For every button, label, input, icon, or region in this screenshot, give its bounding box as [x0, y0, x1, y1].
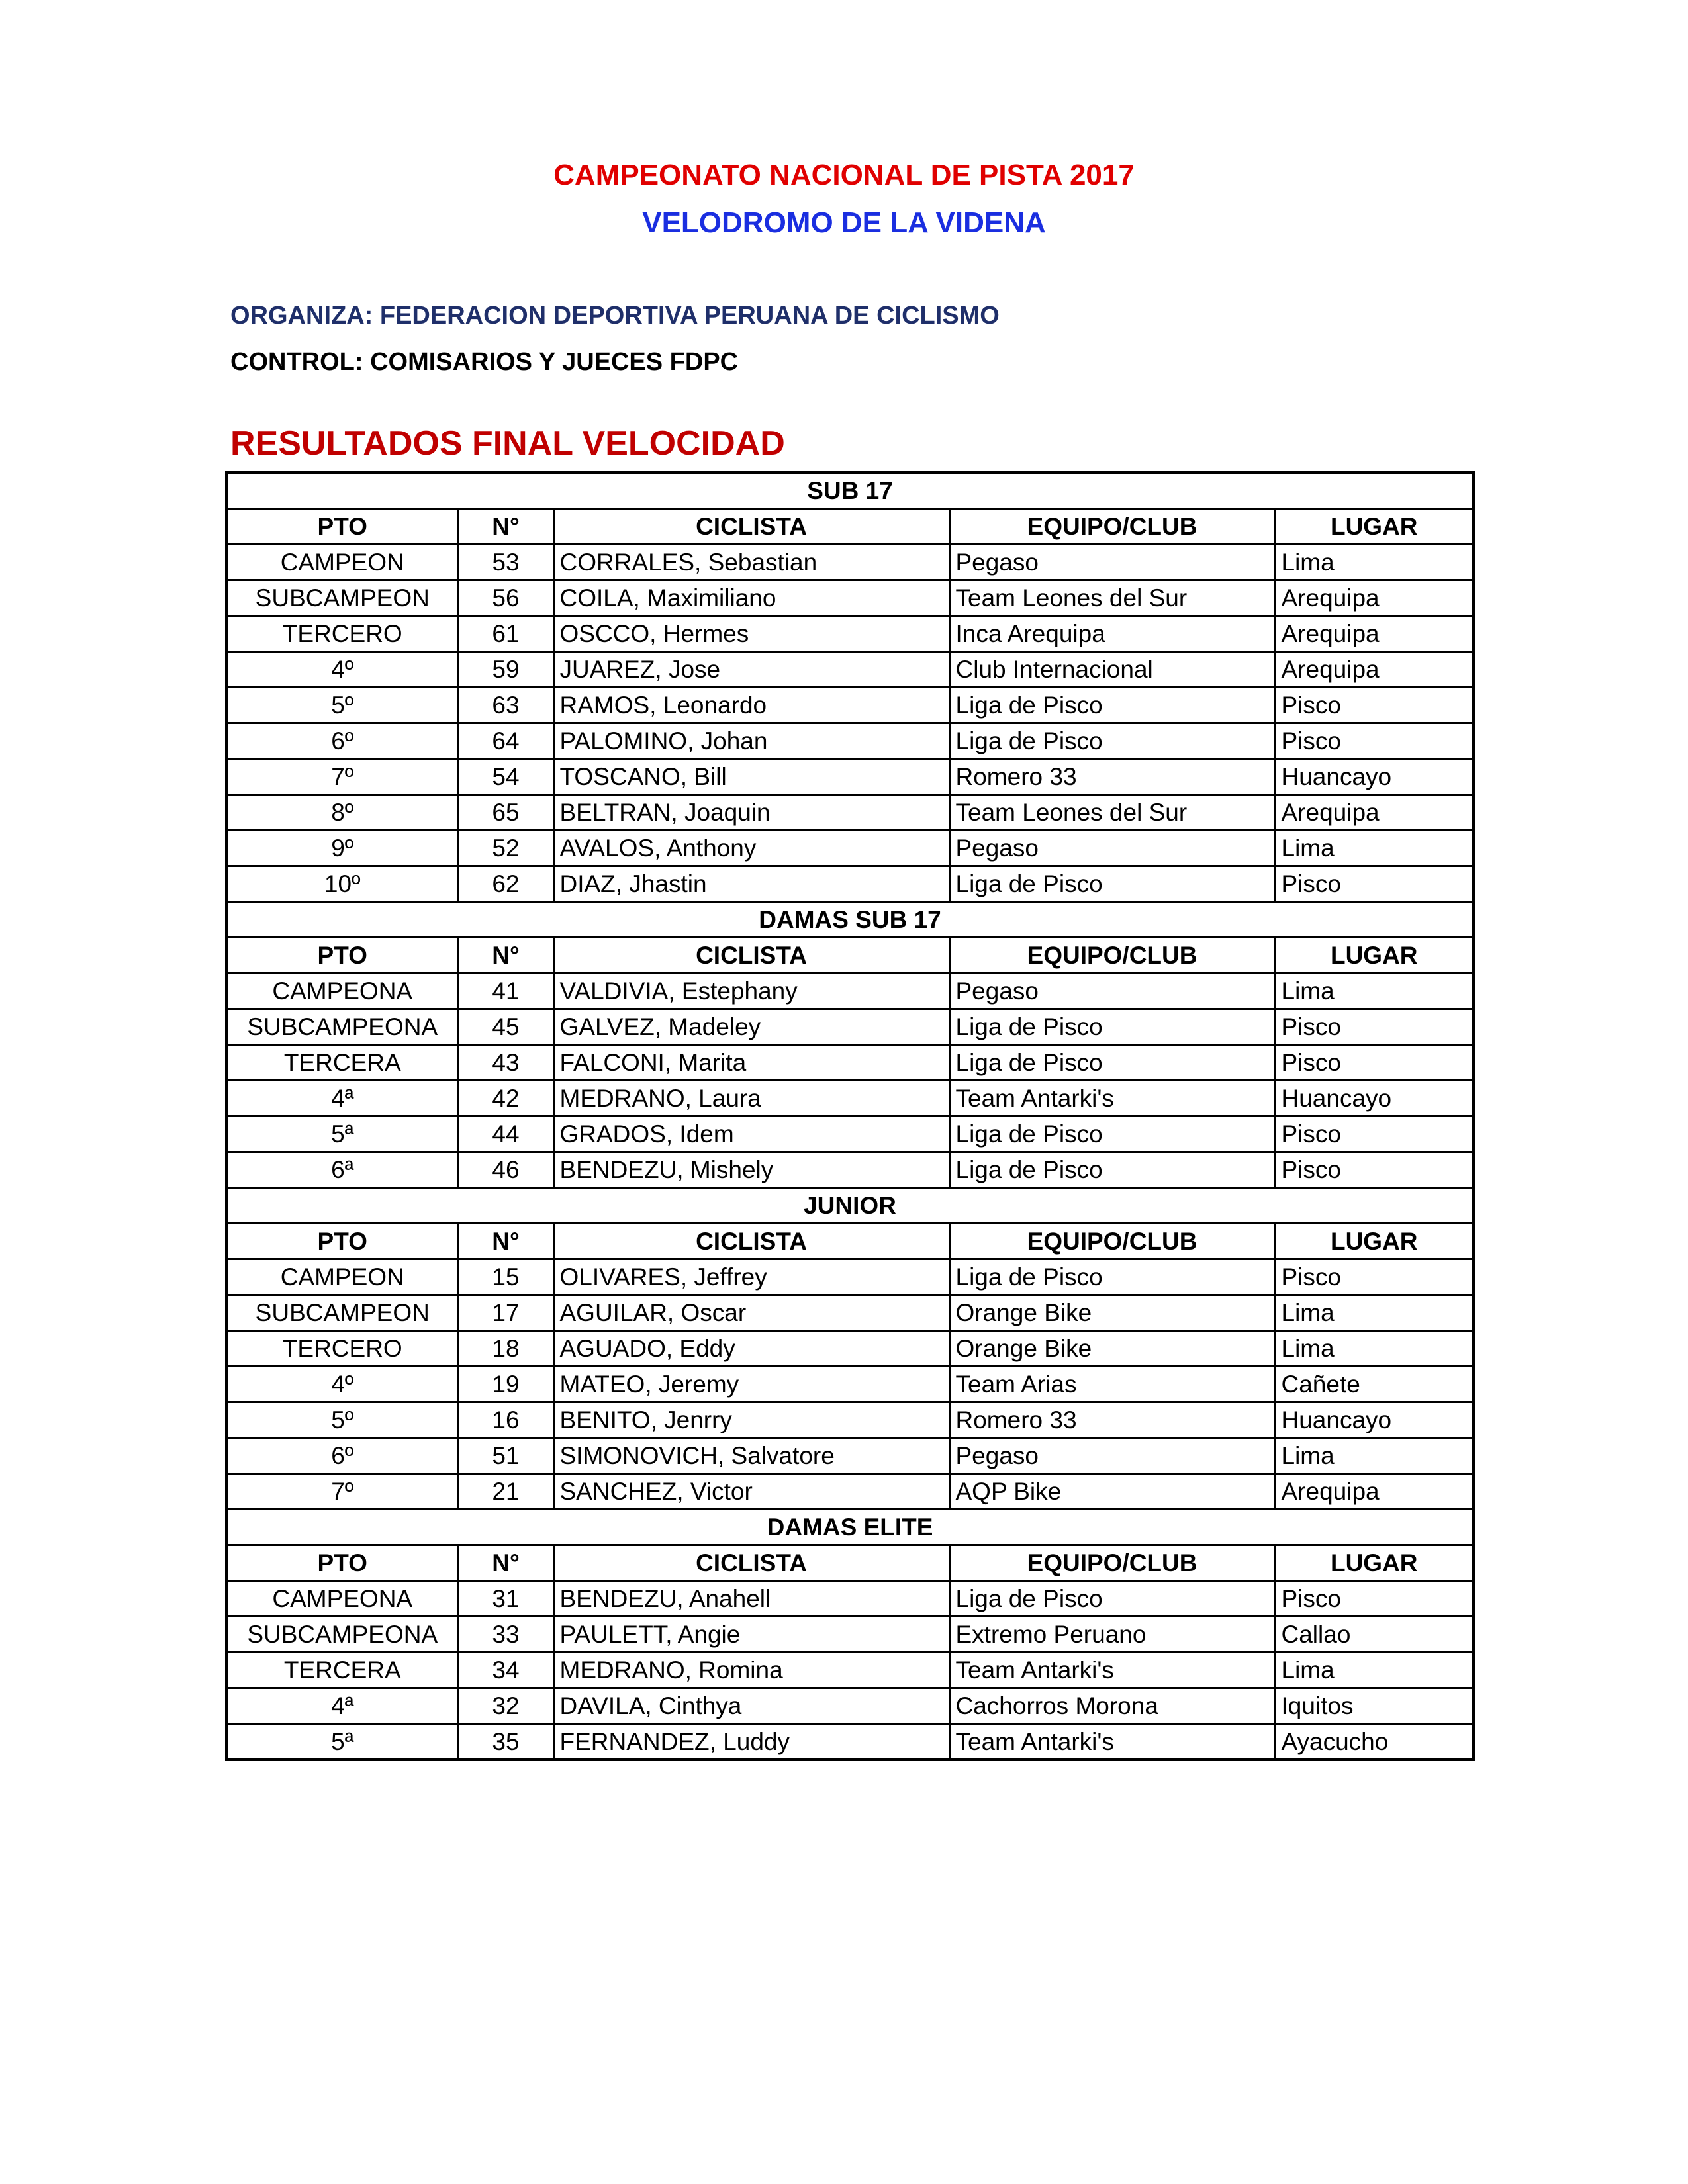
table-row [226, 1653, 1474, 1688]
table-row [226, 1081, 1474, 1116]
pto-cell: 6º [226, 723, 458, 759]
team-cell: Team Antarki's [949, 1724, 1275, 1760]
team-cell: Liga de Pisco [949, 1116, 1275, 1152]
column-header-row [226, 509, 1474, 545]
cyclist-cell: OSCCO, Hermes [553, 616, 949, 652]
table-row [226, 1367, 1474, 1402]
cyclist-cell: DAVILA, Cinthya [553, 1688, 949, 1724]
column-header: PTO [226, 1545, 458, 1581]
cyclist-cell: BELTRAN, Joaquin [553, 795, 949, 831]
number-cell: 41 [458, 974, 553, 1009]
table-row [226, 1331, 1474, 1367]
column-header: N° [458, 1545, 553, 1581]
column-header-row [226, 1224, 1474, 1259]
team-cell: Orange Bike [949, 1295, 1275, 1331]
place-cell: Callao [1275, 1617, 1474, 1653]
table-row [226, 795, 1474, 831]
place-cell: Pisco [1275, 1581, 1474, 1617]
section-header-row [226, 1188, 1474, 1224]
cyclist-cell: BENDEZU, Mishely [553, 1152, 949, 1188]
cyclist-cell: BENITO, Jenrry [553, 1402, 949, 1438]
team-cell: Inca Arequipa [949, 616, 1275, 652]
cyclist-cell: JUAREZ, Jose [553, 652, 949, 688]
number-cell: 16 [458, 1402, 553, 1438]
section-header-row [226, 473, 1474, 509]
results-table-body [226, 473, 1474, 1760]
pto-cell: SUBCAMPEON [226, 580, 458, 616]
pto-cell: SUBCAMPEON [226, 1295, 458, 1331]
cyclist-cell: BENDEZU, Anahell [553, 1581, 949, 1617]
number-cell: 45 [458, 1009, 553, 1045]
place-cell: Pisco [1275, 688, 1474, 723]
number-cell: 34 [458, 1653, 553, 1688]
column-header: PTO [226, 938, 458, 974]
number-cell: 17 [458, 1295, 553, 1331]
pto-cell: 5ª [226, 1116, 458, 1152]
table-row [226, 1438, 1474, 1474]
number-cell: 63 [458, 688, 553, 723]
pto-cell: 5º [226, 688, 458, 723]
team-cell: Pegaso [949, 974, 1275, 1009]
cyclist-cell: AGUADO, Eddy [553, 1331, 949, 1367]
number-cell: 64 [458, 723, 553, 759]
team-cell: Team Leones del Sur [949, 795, 1275, 831]
place-cell: Pisco [1275, 1116, 1474, 1152]
place-cell: Ayacucho [1275, 1724, 1474, 1760]
place-cell: Lima [1275, 1331, 1474, 1367]
place-cell: Arequipa [1275, 652, 1474, 688]
pto-cell: 4ª [226, 1688, 458, 1724]
team-cell: Extremo Peruano [949, 1617, 1275, 1653]
cyclist-cell: CORRALES, Sebastian [553, 545, 949, 580]
pto-cell: SUBCAMPEONA [226, 1617, 458, 1653]
column-header: N° [458, 1224, 553, 1259]
number-cell: 52 [458, 831, 553, 866]
pto-cell: 9º [226, 831, 458, 866]
column-header: EQUIPO/CLUB [949, 1545, 1275, 1581]
pto-cell: 4º [226, 652, 458, 688]
number-cell: 62 [458, 866, 553, 902]
place-cell: Lima [1275, 974, 1474, 1009]
section-title: DAMAS SUB 17 [226, 902, 1474, 938]
column-header: CICLISTA [553, 509, 949, 545]
place-cell: Pisco [1275, 1009, 1474, 1045]
place-cell: Lima [1275, 831, 1474, 866]
pto-cell: TERCERA [226, 1045, 458, 1081]
number-cell: 44 [458, 1116, 553, 1152]
team-cell: Pegaso [949, 545, 1275, 580]
place-cell: Iquitos [1275, 1688, 1474, 1724]
team-cell: Liga de Pisco [949, 1009, 1275, 1045]
pto-cell: 6ª [226, 1152, 458, 1188]
place-cell: Lima [1275, 1438, 1474, 1474]
cyclist-cell: TOSCANO, Bill [553, 759, 949, 795]
section-title: JUNIOR [226, 1188, 1474, 1224]
number-cell: 54 [458, 759, 553, 795]
cyclist-cell: AVALOS, Anthony [553, 831, 949, 866]
team-cell: Team Antarki's [949, 1653, 1275, 1688]
team-cell: Orange Bike [949, 1331, 1275, 1367]
team-cell: Pegaso [949, 831, 1275, 866]
pto-cell: 6º [226, 1438, 458, 1474]
column-header: PTO [226, 509, 458, 545]
number-cell: 53 [458, 545, 553, 580]
team-cell: Team Arias [949, 1367, 1275, 1402]
column-header: EQUIPO/CLUB [949, 509, 1275, 545]
table-row [226, 1474, 1474, 1510]
section-header-row [226, 1510, 1474, 1545]
table-row [226, 1045, 1474, 1081]
column-header: CICLISTA [553, 1545, 949, 1581]
team-cell: Liga de Pisco [949, 1045, 1275, 1081]
table-row [226, 1581, 1474, 1617]
team-cell: Romero 33 [949, 759, 1275, 795]
place-cell: Arequipa [1275, 616, 1474, 652]
team-cell: Romero 33 [949, 1402, 1275, 1438]
cyclist-cell: SANCHEZ, Victor [553, 1474, 949, 1510]
place-cell: Arequipa [1275, 580, 1474, 616]
number-cell: 18 [458, 1331, 553, 1367]
pto-cell: TERCERO [226, 616, 458, 652]
championship-title: CAMPEONATO NACIONAL DE PISTA 2017 [553, 159, 1135, 191]
cyclist-cell: VALDIVIA, Estephany [553, 974, 949, 1009]
cyclist-cell: GRADOS, Idem [553, 1116, 949, 1152]
pto-cell: TERCERA [226, 1653, 458, 1688]
organizer-line: ORGANIZA: FEDERACION DEPORTIVA PERUANA DE CICLISMO [230, 302, 1000, 330]
team-cell: Cachorros Morona [949, 1688, 1275, 1724]
table-row [226, 1152, 1474, 1188]
column-header: EQUIPO/CLUB [949, 1224, 1275, 1259]
table-row [226, 831, 1474, 866]
table-row [226, 974, 1474, 1009]
pto-cell: CAMPEONA [226, 974, 458, 1009]
column-header-row [226, 938, 1474, 974]
table-row [226, 652, 1474, 688]
table-row [226, 1116, 1474, 1152]
table-row [226, 1617, 1474, 1653]
number-cell: 59 [458, 652, 553, 688]
column-header: LUGAR [1275, 1224, 1474, 1259]
place-cell: Huancayo [1275, 1081, 1474, 1116]
pto-cell: 7º [226, 1474, 458, 1510]
place-cell: Pisco [1275, 1045, 1474, 1081]
team-cell: Liga de Pisco [949, 723, 1275, 759]
section-title: SUB 17 [226, 473, 1474, 509]
cyclist-cell: RAMOS, Leonardo [553, 688, 949, 723]
cyclist-cell: FERNANDEZ, Luddy [553, 1724, 949, 1760]
cyclist-cell: COILA, Maximiliano [553, 580, 949, 616]
column-header: N° [458, 938, 553, 974]
section-title: DAMAS ELITE [226, 1510, 1474, 1545]
table-row [226, 759, 1474, 795]
table-row [226, 580, 1474, 616]
pto-cell: TERCERO [226, 1331, 458, 1367]
column-header: EQUIPO/CLUB [949, 938, 1275, 974]
place-cell: Lima [1275, 545, 1474, 580]
team-cell: Liga de Pisco [949, 1152, 1275, 1188]
column-header: CICLISTA [553, 938, 949, 974]
team-cell: Liga de Pisco [949, 688, 1275, 723]
results-title: RESULTADOS FINAL VELOCIDAD [230, 424, 785, 463]
table-row [226, 1402, 1474, 1438]
table-row [226, 1009, 1474, 1045]
number-cell: 15 [458, 1259, 553, 1295]
venue-subtitle: VELODROMO DE LA VIDENA [642, 206, 1046, 239]
place-cell: Pisco [1275, 1152, 1474, 1188]
team-cell: Pegaso [949, 1438, 1275, 1474]
table-row [226, 688, 1474, 723]
section-header-row [226, 902, 1474, 938]
table-row [226, 723, 1474, 759]
number-cell: 43 [458, 1045, 553, 1081]
place-cell: Lima [1275, 1653, 1474, 1688]
number-cell: 35 [458, 1724, 553, 1760]
team-cell: Team Leones del Sur [949, 580, 1275, 616]
number-cell: 21 [458, 1474, 553, 1510]
table-row [226, 1259, 1474, 1295]
cyclist-cell: DIAZ, Jhastin [553, 866, 949, 902]
place-cell: Pisco [1275, 866, 1474, 902]
cyclist-cell: SIMONOVICH, Salvatore [553, 1438, 949, 1474]
team-cell: Team Antarki's [949, 1081, 1275, 1116]
pto-cell: 8º [226, 795, 458, 831]
team-cell: Club Internacional [949, 652, 1275, 688]
column-header: LUGAR [1275, 938, 1474, 974]
pto-cell: CAMPEONA [226, 1581, 458, 1617]
cyclist-cell: MATEO, Jeremy [553, 1367, 949, 1402]
cyclist-cell: MEDRANO, Laura [553, 1081, 949, 1116]
column-header: LUGAR [1275, 509, 1474, 545]
number-cell: 32 [458, 1688, 553, 1724]
cyclist-cell: FALCONI, Marita [553, 1045, 949, 1081]
place-cell: Pisco [1275, 723, 1474, 759]
column-header: LUGAR [1275, 1545, 1474, 1581]
place-cell: Huancayo [1275, 1402, 1474, 1438]
table-row [226, 1724, 1474, 1760]
cyclist-cell: PALOMINO, Johan [553, 723, 949, 759]
number-cell: 42 [458, 1081, 553, 1116]
number-cell: 51 [458, 1438, 553, 1474]
table-row [226, 545, 1474, 580]
pto-cell: SUBCAMPEONA [226, 1009, 458, 1045]
pto-cell: 5º [226, 1402, 458, 1438]
cyclist-cell: PAULETT, Angie [553, 1617, 949, 1653]
cyclist-cell: GALVEZ, Madeley [553, 1009, 949, 1045]
pto-cell: 4ª [226, 1081, 458, 1116]
cyclist-cell: MEDRANO, Romina [553, 1653, 949, 1688]
team-cell: Liga de Pisco [949, 866, 1275, 902]
column-header: PTO [226, 1224, 458, 1259]
team-cell: AQP Bike [949, 1474, 1275, 1510]
control-line: CONTROL: COMISARIOS Y JUECES FDPC [230, 348, 739, 376]
place-cell: Arequipa [1275, 1474, 1474, 1510]
place-cell: Lima [1275, 1295, 1474, 1331]
number-cell: 65 [458, 795, 553, 831]
table-row [226, 1688, 1474, 1724]
column-header: N° [458, 509, 553, 545]
cyclist-cell: AGUILAR, Oscar [553, 1295, 949, 1331]
number-cell: 56 [458, 580, 553, 616]
pto-cell: 10º [226, 866, 458, 902]
place-cell: Arequipa [1275, 795, 1474, 831]
pto-cell: CAMPEON [226, 1259, 458, 1295]
place-cell: Huancayo [1275, 759, 1474, 795]
table-row [226, 1295, 1474, 1331]
place-cell: Pisco [1275, 1259, 1474, 1295]
results-table [225, 471, 1475, 1761]
pto-cell: 4º [226, 1367, 458, 1402]
number-cell: 61 [458, 616, 553, 652]
pto-cell: 5ª [226, 1724, 458, 1760]
team-cell: Liga de Pisco [949, 1581, 1275, 1617]
column-header-row [226, 1545, 1474, 1581]
cyclist-cell: OLIVARES, Jeffrey [553, 1259, 949, 1295]
team-cell: Liga de Pisco [949, 1259, 1275, 1295]
table-row [226, 866, 1474, 902]
place-cell: Cañete [1275, 1367, 1474, 1402]
table-row [226, 616, 1474, 652]
pto-cell: CAMPEON [226, 545, 458, 580]
number-cell: 19 [458, 1367, 553, 1402]
number-cell: 31 [458, 1581, 553, 1617]
column-header: CICLISTA [553, 1224, 949, 1259]
pto-cell: 7º [226, 759, 458, 795]
number-cell: 33 [458, 1617, 553, 1653]
number-cell: 46 [458, 1152, 553, 1188]
